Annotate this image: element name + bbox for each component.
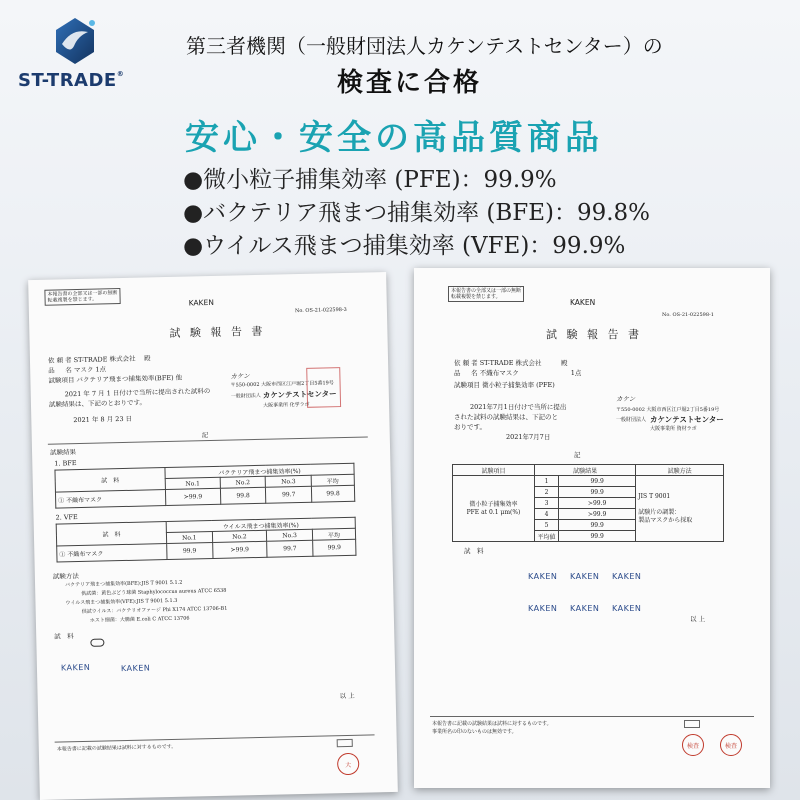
client: 依 頼 者 ST-TRADE 株式会社 殿	[454, 359, 568, 367]
pfe-row-1-no: 1	[535, 476, 559, 487]
bfe-col-sample: 試 料	[55, 468, 165, 492]
pfe-col-result: 試験結果	[535, 465, 636, 476]
center-prefix: 一般財団法人	[616, 417, 647, 423]
vfe-value-avg: 99.9	[313, 539, 356, 556]
spec-list	[183, 164, 650, 263]
org-label: KAKEN	[570, 298, 596, 307]
bfe-col-3: No.3	[266, 475, 312, 487]
vfe-col-group: ウイルス飛まつ捕集効率(%)	[166, 517, 355, 532]
brand-logo-icon	[48, 14, 102, 68]
center-address: 〒550-0002 大阪市西区江戸堀2丁目5番19号	[616, 407, 720, 413]
vfe-col-3: No.3	[267, 529, 313, 541]
method-5: ホスト細菌：大腸菌 E.coli C ATCC 13706	[89, 615, 190, 624]
product: 品 名 マスク 1点	[48, 365, 107, 375]
intro-3: おりです。	[454, 423, 486, 431]
header-line-2: 検査に合格	[337, 68, 483, 98]
intro-1: 2021 年 7 月 1 日付けで当所に提出された試料の	[64, 387, 211, 399]
test-item: 試験項目 微小粒子捕集効率 (PFE)	[454, 381, 555, 389]
pfe-avg-label: 平均値	[535, 531, 559, 542]
center-name: カケンテストセンター	[262, 389, 337, 400]
sample-kaken-3: KAKEN	[612, 572, 642, 581]
sample-kaken-2: KAKEN	[570, 572, 600, 581]
bfe-label: 1. BFE	[54, 459, 77, 468]
pfe-item: 微小粒子捕集効率 PFE at 0.1 μm(%)	[453, 476, 535, 542]
test-item: 試験項目 バクテリア飛まつ捕集効率(BFE) 他	[48, 373, 183, 385]
vfe-value-3: 99.7	[267, 540, 313, 557]
method-3: ウイルス飛まつ捕集効率(VFE):JIS T 9001 5.1.3	[65, 597, 178, 607]
official-stamp	[306, 367, 341, 408]
bfe-value-avg: 99.8	[311, 485, 354, 502]
method-4: 供試ウイルス：バクテリオファージ Phi X174 ATCC 13706-B1	[81, 605, 228, 615]
report-number: No. OS-21-022598-1	[662, 312, 714, 318]
method-2: 供試菌：黄色ぶどう球菌 Staphylococcus aureus ATCC 6538	[81, 587, 227, 598]
footer-note: 本報告書に記載の試験結果は試料に対するものです。	[56, 743, 177, 753]
bfe-table	[54, 463, 355, 509]
center-office: 大阪事業所 資材ラボ	[650, 426, 697, 432]
report-title: 試 験 報 告 書	[169, 324, 266, 340]
pfe-col-method: 試験方法	[636, 465, 724, 476]
sample-kaken-1: KAKEN	[528, 572, 558, 581]
pfe-table	[452, 464, 724, 542]
pfe-col-item: 試験項目	[453, 465, 535, 476]
center-kana: カケン	[616, 395, 636, 403]
end-mark: 以 上	[690, 615, 706, 623]
official-seal: 検査	[682, 734, 704, 756]
copy-notice: 本報告書の全部又は一部の無断 転載複製を禁じます。	[44, 288, 120, 306]
pfe-row-2-no: 2	[535, 487, 559, 498]
brand-name: ST-TRADE®	[18, 70, 125, 91]
org-label: KAKEN	[188, 297, 214, 308]
vfe-col-avg: 平均	[312, 528, 355, 540]
ki-mark: 記	[201, 431, 209, 440]
test-report-left	[28, 272, 398, 800]
intro-2: された試料の試験結果は、下記のと	[454, 413, 558, 421]
vfe-row-name: ① 不織布マスク	[57, 544, 167, 562]
pfe-avg-value: 99.9	[559, 531, 636, 542]
center-office: 大阪事業所 化学ラボ	[262, 401, 310, 409]
sample-label: 試 料	[464, 547, 484, 555]
vfe-col-sample: 試 料	[56, 522, 166, 546]
vfe-col-2: No.2	[212, 530, 267, 542]
client: 依 頼 者 ST-TRADE 株式会社 殿	[47, 354, 151, 365]
ki-mark: 記	[574, 451, 581, 459]
spec-pfe: ●微小粒子捕集効率 (PFE)：99.9%	[183, 167, 557, 193]
results-label: 試験結果	[49, 448, 77, 457]
center-prefix: 一般財団法人	[230, 392, 261, 400]
official-seal-2: 検査	[720, 734, 742, 756]
sample-icon	[90, 638, 104, 646]
slogan: 安心・安全の高品質商品	[185, 118, 603, 158]
spec-vfe: ●ウイルス飛まつ捕集効率 (VFE)：99.9%	[183, 233, 626, 259]
header-line-1: 第三者機関（一般財団法人カケンテストセンター）の	[186, 34, 663, 58]
stamp-box	[337, 739, 353, 747]
stamp-box	[684, 720, 700, 728]
sample-kaken-1: KAKEN	[60, 662, 91, 673]
official-seal: 大	[337, 753, 359, 775]
brand-logo	[18, 14, 138, 94]
footer-note-1: 本報告書に記載の試験結果は試料に対するものです。	[432, 721, 552, 727]
test-report-right	[414, 268, 770, 788]
copy-notice: 本報告書の全部又は一部の無断 転載複製を禁じます。	[448, 286, 524, 302]
sample-kaken-5: KAKEN	[570, 604, 600, 613]
report-number: No. OS-21-022598-3	[294, 306, 347, 315]
brand-registered-mark: ®	[116, 70, 125, 78]
methods-label: 試験方法	[52, 572, 79, 581]
vfe-col-1: No.1	[166, 532, 212, 544]
method-1: バクテリア飛まつ捕集効率(BFE):JIS T 9001 5.1.2	[65, 579, 183, 589]
pfe-row-3-value: ≻99.9	[559, 498, 636, 509]
end-mark: 以 上	[339, 691, 355, 701]
report-date: 2021 年 8 月 23 日	[73, 414, 133, 425]
bfe-col-avg: 平均	[311, 474, 354, 486]
bfe-col-2: No.2	[220, 476, 266, 488]
pfe-row-4-value: ≻99.9	[559, 509, 636, 520]
sample-kaken-6: KAKEN	[612, 604, 642, 613]
bfe-col-1: No.1	[165, 477, 220, 489]
pfe-row-4-no: 4	[535, 509, 559, 520]
pfe-row-5-value: 99.9	[559, 520, 636, 531]
spec-bfe: ●バクテリア飛まつ捕集効率 (BFE)：99.8%	[183, 200, 651, 226]
pfe-row-5-no: 5	[535, 520, 559, 531]
pfe-row-2-value: 99.9	[559, 487, 636, 498]
pfe-row-3-no: 3	[535, 498, 559, 509]
center-kana: カケン	[230, 372, 250, 381]
intro-2: 試験結果は、下記のとおりです。	[48, 398, 147, 409]
intro-1: 2021年7月1日付けで当所に提出	[470, 403, 567, 411]
center-address: 〒550-0002 大阪市西区江戸堀2丁目5番19号	[230, 380, 334, 389]
vfe-table	[56, 517, 357, 563]
report-title: 試 験 報 告 書	[546, 328, 642, 341]
product: 品 名 不織布マスク 1点	[454, 369, 582, 377]
bfe-col-group: バクテリア飛まつ捕集効率(%)	[165, 463, 354, 478]
bfe-value-3: 99.7	[266, 486, 312, 503]
bfe-row-name: ① 不織布マスク	[55, 490, 165, 508]
sample-kaken-4: KAKEN	[528, 604, 558, 613]
bfe-value-2: 99.8	[220, 487, 266, 504]
sample-label: 試 料	[54, 632, 74, 641]
report-date: 2021年7月7日	[506, 433, 551, 441]
bfe-value-1: ≻99.9	[165, 488, 220, 505]
sample-kaken-2: KAKEN	[120, 663, 151, 674]
footer-note-2: 事業所名の印のないものは無効です。	[432, 729, 517, 735]
pfe-method: JIS T 9001 試験片の調製： 製品マスクから採取	[636, 476, 724, 542]
vfe-value-1: 99.9	[167, 543, 213, 560]
pfe-row-1-value: 99.9	[559, 476, 636, 487]
center-name: カケンテストセンター	[650, 415, 724, 424]
vfe-label: 2. VFE	[55, 513, 78, 522]
vfe-value-2: ≻99.9	[212, 541, 267, 558]
